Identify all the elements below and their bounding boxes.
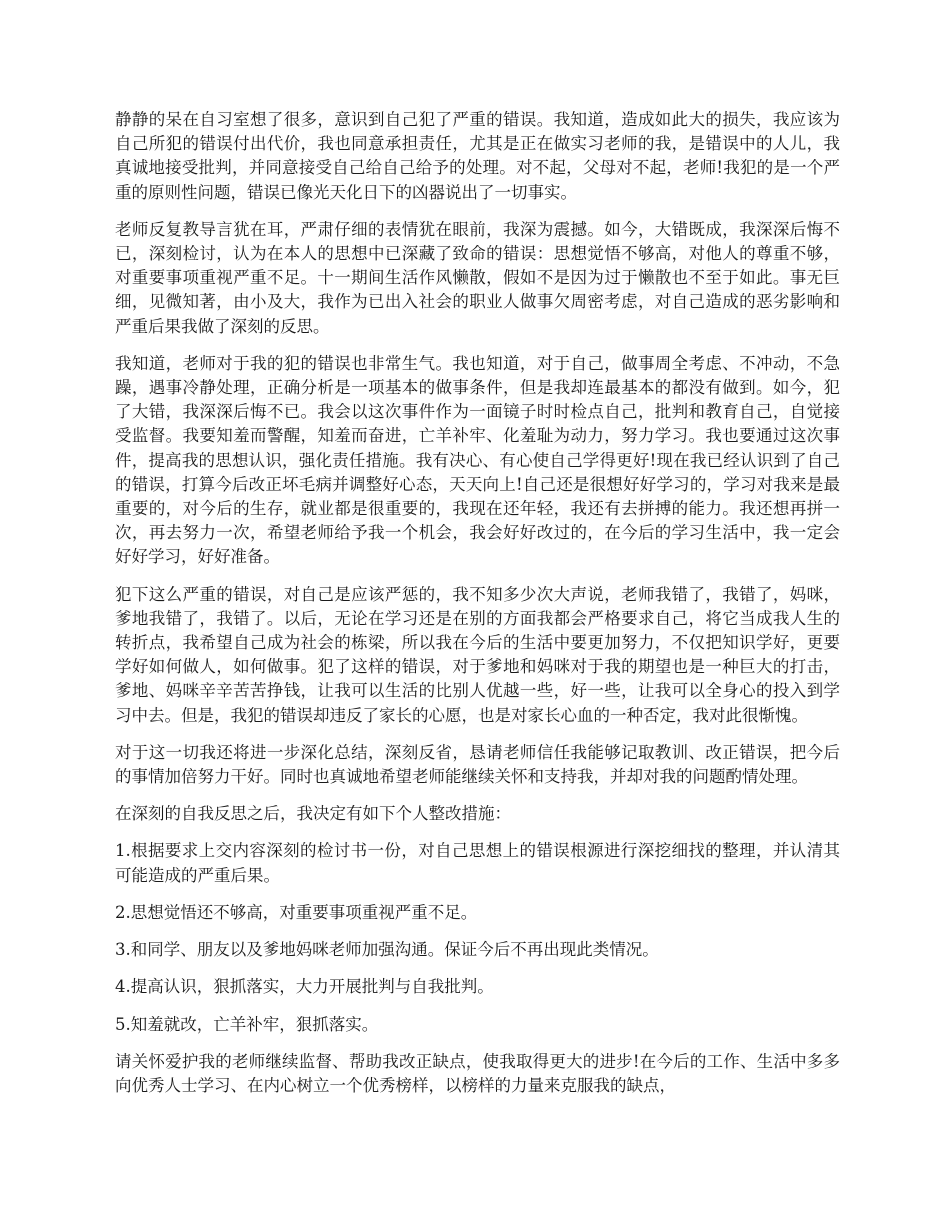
paragraph-request-trust: 对于这一切我还将进一步深化总结，深刻反省，恳请老师信任我能够记取教训、改正错误，把今后的事情加倍努力干好。同时也真诚地希望老师能继续关怀和支持我，并却对我的问题酌情处理。 <box>115 742 840 787</box>
measure-item-1: 1.根据要求上交内容深刻的检讨书一份，对自己思想上的错误根源进行深挖细找的整理，并认清其可能造成的严重后果。 <box>115 841 840 885</box>
paragraph-apology-parents: 犯下这么严重的错误，对自己是应该严惩的，我不知多少次大声说，老师我错了，我错了，妈咪，爹地我错了，我错了。以后，无论在学习还是在别的方面我都会严格要求自己，将它当成我人生的转折点，我希望自己成为社会的栋梁，所以我在今后的生活中要更加努力，不仅把知识学好，更要学好如何做人，如何做事。犯了这样的错误，对于爹地和妈咪对于我的期望也是一种巨大的打击，爹地、妈咪辛辛苦苦挣钱，让我可以生活的比别人优越一些，好一些，让我可以全身心的投入到学习中去。但是，我犯的错误却违反了家长的心愿，也是对家长心血的一种否定，我对此很惭愧。 <box>115 584 840 725</box>
paragraph-reflection: 静静的呆在自习室想了很多，意识到自己犯了严重的错误。我知道，造成如此大的损失，我应该为自己所犯的错误付出代价，我也同意承担责任，尤其是正在做实习老师的我，是错误中的人儿，我真诚地接受批判，并同意接受自己给自己给予的处理。对不起，父母对不起，老师!我犯的是一个严重的原则性问题，错误已像光天化日下的凶器说出了一切事实。 <box>115 110 840 202</box>
document-body <box>115 108 840 1111</box>
paragraph-measures-intro: 在深刻的自我反思之后，我决定有如下个人整改措施： <box>115 804 511 824</box>
paragraph-closing: 请关怀爱护我的老师继续监督、帮助我改正缺点，使我取得更大的进步!在今后的工作、生活中多多向优秀人士学习、在内心树立一个优秀榜样，以榜样的力量来克服我的缺点， <box>115 1051 840 1095</box>
paragraph-commitment: 我知道，老师对于我的犯的错误也非常生气。我也知道，对于自己，做事周全考虑、不冲动，不急躁，遇事冷静处理，正确分析是一项基本的做事条件，但是我却连最基本的都没有做到。如今，犯了大错，我深深后悔不已。我会以这次事件作为一面镜子时时检点自己，批判和教育自己，自觉接受监督。我要知羞而警醒，知羞而奋进，亡羊补牢、化羞耻为动力，努力学习。我也要通过这次事件，提高我的思想认识，强化责任措施。我有决心、有心使自己学得更好!现在我已经认识到了自己的错误，打算今后改正坏毛病并调整好心态，天天向上!自己还是很想好好学习的，学习对我来是最重要的，对今后的生存，就业都是很重要的，我现在还年轻，我还有去拼搏的能力。我还想再拼一次，再去努力一次，希望老师给予我一个机会，我会好好改过的，在今后的学习生活中，我一定会好好学习，好好准备。 <box>115 353 840 567</box>
measure-item-3: 3.和同学、朋友以及爹地妈咪老师加强沟通。保证今后不再出现此类情况。 <box>115 940 659 960</box>
measure-item-5: 5.知羞就改，亡羊补牢，狠抓落实。 <box>115 1014 379 1034</box>
measure-item-4: 4.提高认识，狠抓落实，大力开展批判与自我批判。 <box>115 977 494 997</box>
measure-item-2: 2.思想觉悟还不够高，对重要事项重视严重不足。 <box>115 902 478 922</box>
paragraph-teacher-guidance: 老师反复教导言犹在耳，严肃仔细的表情犹在眼前，我深为震撼。如今，大错既成，我深深后悔不已，深刻检讨，认为在本人的思想中已深藏了致命的错误：思想觉悟不够高，对他人的尊重不够，对重要事项重视严重不足。十一期间生活作风懒散，假如不是因为过于懒散也不至于如此。事无巨细，见微知著，由小及大，我作为已出入社会的职业人做事欠周密考虑，对自己造成的恶劣影响和严重后果我做了深刻的反思。 <box>115 219 840 336</box>
